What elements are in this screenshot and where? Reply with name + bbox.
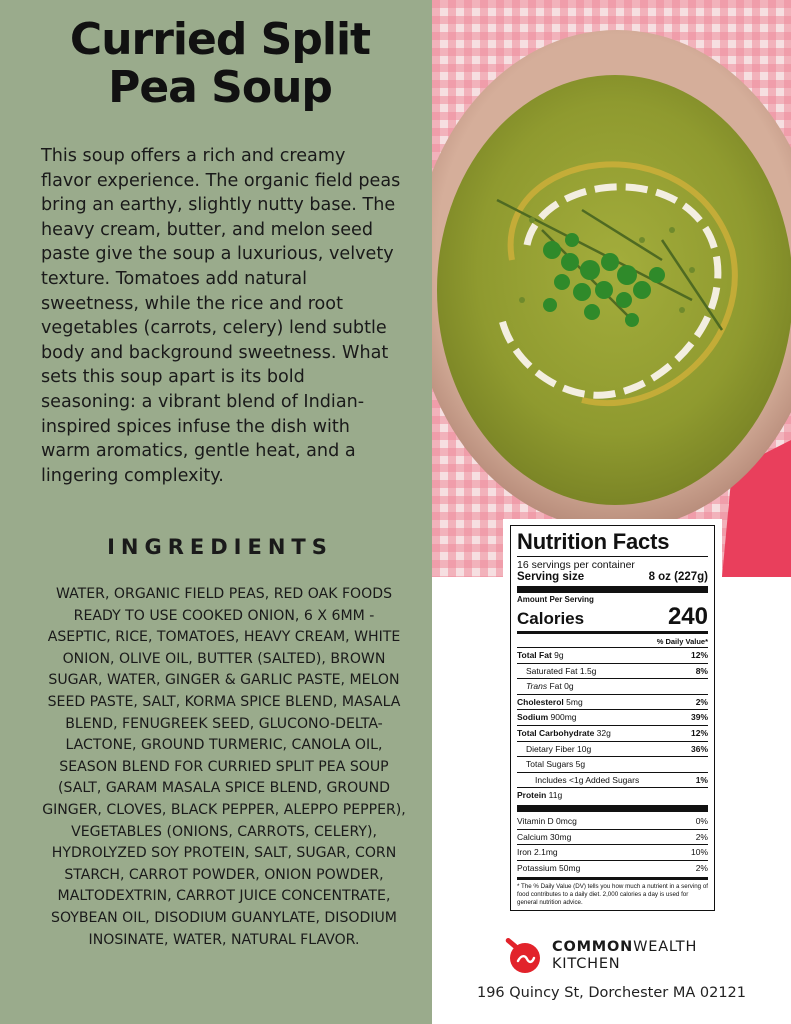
nutrient-row-cholesterol [517,694,708,710]
brand-name-regular: WEALTH [633,939,698,955]
daily-value-header: % Daily Value* [656,637,708,646]
nutrient-amount: 5mg [566,696,583,707]
nutrient-row-trans-fat [517,678,708,694]
ingredients-list: WATER, ORGANIC FIELD PEAS, RED OAK FOODS READY TO USE COOKED ONION, 6 X 6MM - ASEPTIC, RICE, TOMATOES, HEAVY CREAM, WHITE ONION, OLIVE OIL, BUTTER (SALTED), BROWN SUGAR, WATER, GINGER & GARLIC PASTE, MELON SEED PASTE, SALT, KORMA SPICE BLEND, MASALA BLEND, FENUGREEK SEED, GLUCONO-DELTA-LACTONE, GROUND TURMERIC, CANOLA OIL, SEASON BLEND FOR CURRIED SPLIT PEA SOUP (SALT, GARAM MASALA SPICE BLEND, GROUND GINGER, CLOVES, BLACK PEPPER, ALEPPO PEPPER), VEGETABLES (ONIONS, CARROTS, CELERY), HYDROLYZED SOY PROTEIN, SALT, SUGAR, CORN STARCH, CARROT POWDER, ONION POWDER, MALTODEXTRIN, CARROT JUICE CONCENTRATE, SOYBEAN OIL, DISODIUM GUANYLATE, DISODIUM INOSINATE, WATER, NATURAL FLAVOR. [42,586,406,948]
calories-label: Calories [517,609,585,628]
nutrient-amount: 900mg [550,712,577,723]
nutrient-dv: 1% [695,774,708,785]
nutrition-facts-label [503,519,722,917]
nutrient-row-total-fat [517,647,708,663]
recipe-description: This soup offers a rich and creamy flavor experience. The organic field peas bring an earthy, slightly nutty base. The heavy cream, butter, and melon seed paste give the soup a luxurious, velvety texture. Tomatoes add natural sweetness, while the rice and root vegetables (carrots, celery) lend subtle body and background sweetness. What sets this soup apart is its bold seasoning: a vibrant blend of Indian-inspired spices infuse the dish with warm aromatics, gentle heat, and a lingering complexity. [41,146,401,486]
nutrient-label: Cholesterol [517,696,564,707]
amount-per-serving: Amount Per Serving [517,595,594,604]
nutrient-dv: 36% [690,743,708,754]
nutrient-row-protein [517,787,708,803]
nutrient-row-potassium [517,860,708,876]
nutrient-label: Potassium 50mg [517,862,581,873]
nutrient-label: Total Carbohydrate [517,727,595,738]
nutrient-label: Sodium [517,712,549,723]
brand-name-line2: KITCHEN [552,956,621,972]
brand-block [504,937,697,975]
nutrient-dv: 2% [695,831,708,842]
nutrient-label: Fat 0g [549,681,574,692]
nutrient-row-total-carbohydrate [517,725,708,741]
nutrient-row-sodium [517,709,708,725]
calories-value: 240 [667,603,708,630]
recipe-title: Curried Split Pea Soup [69,14,371,113]
nutrient-dv: 2% [695,862,708,873]
brand-address: 196 Quincy St, Dorchester MA 02121 [476,985,747,1001]
nutrition-title: Nutrition Facts [517,529,670,554]
nutrient-label: Saturated Fat 1.5g [526,665,597,676]
calories-row [517,605,708,629]
serving-size-row [517,571,708,584]
nutrient-label: Total Sugars 5g [526,759,586,770]
nutrient-label: Protein [517,790,547,801]
nutrient-label: Total Fat [517,650,552,660]
nutrient-dv: 39% [690,712,708,723]
nutrient-dv: 2% [695,696,708,707]
nutrient-dv: 0% [695,815,708,826]
brand-name [552,939,697,973]
nutrient-label: Includes <1g Added Sugars [535,774,640,785]
ingredients-heading: INGREDIENTS [107,535,333,559]
serving-size-value: 8 oz (227g) [648,571,708,583]
nutrient-amount: 9g [554,650,564,660]
serving-size-label: Serving size [517,571,585,583]
daily-value-footnote: * The % Daily Value (DV) tells you how much a nutrient in a serving of food contributes to a daily diet. 2,000 calories a day is used for general nutrition advice. [517,883,708,907]
nutrient-row-vitamin-d [517,814,708,829]
nutrient-row-iron [517,844,708,860]
nutrient-row-calcium [517,829,708,845]
nutrient-amount: 32g [596,727,611,738]
nutrient-dv: 10% [690,847,708,858]
nutrient-row-added-sugars [517,772,708,788]
soup-bowl-illustration [432,0,791,577]
nutrient-amount: 11g [548,790,563,801]
nutrient-row-total-sugars [517,756,708,772]
nutrient-label: Vitamin D 0mcg [517,815,577,826]
nutrient-dv: 12% [690,650,708,660]
cooking-pan-icon [504,937,542,975]
brand-name-bold: COMMON [552,939,634,955]
nutrient-label: Calcium 30mg [517,831,572,842]
servings-per-container: 16 servings per container [517,559,635,571]
nutrient-dv: 8% [695,665,708,676]
nutrient-row-dietary-fiber [517,741,708,757]
soup-photo [432,0,791,577]
nutrient-dv: 12% [690,727,708,738]
nutrient-row-saturated-fat [517,663,708,679]
nutrient-label-italic: Trans [526,681,548,692]
nutrient-label: Dietary Fiber 10g [526,743,592,754]
nutrient-label: Iron 2.1mg [517,847,558,858]
